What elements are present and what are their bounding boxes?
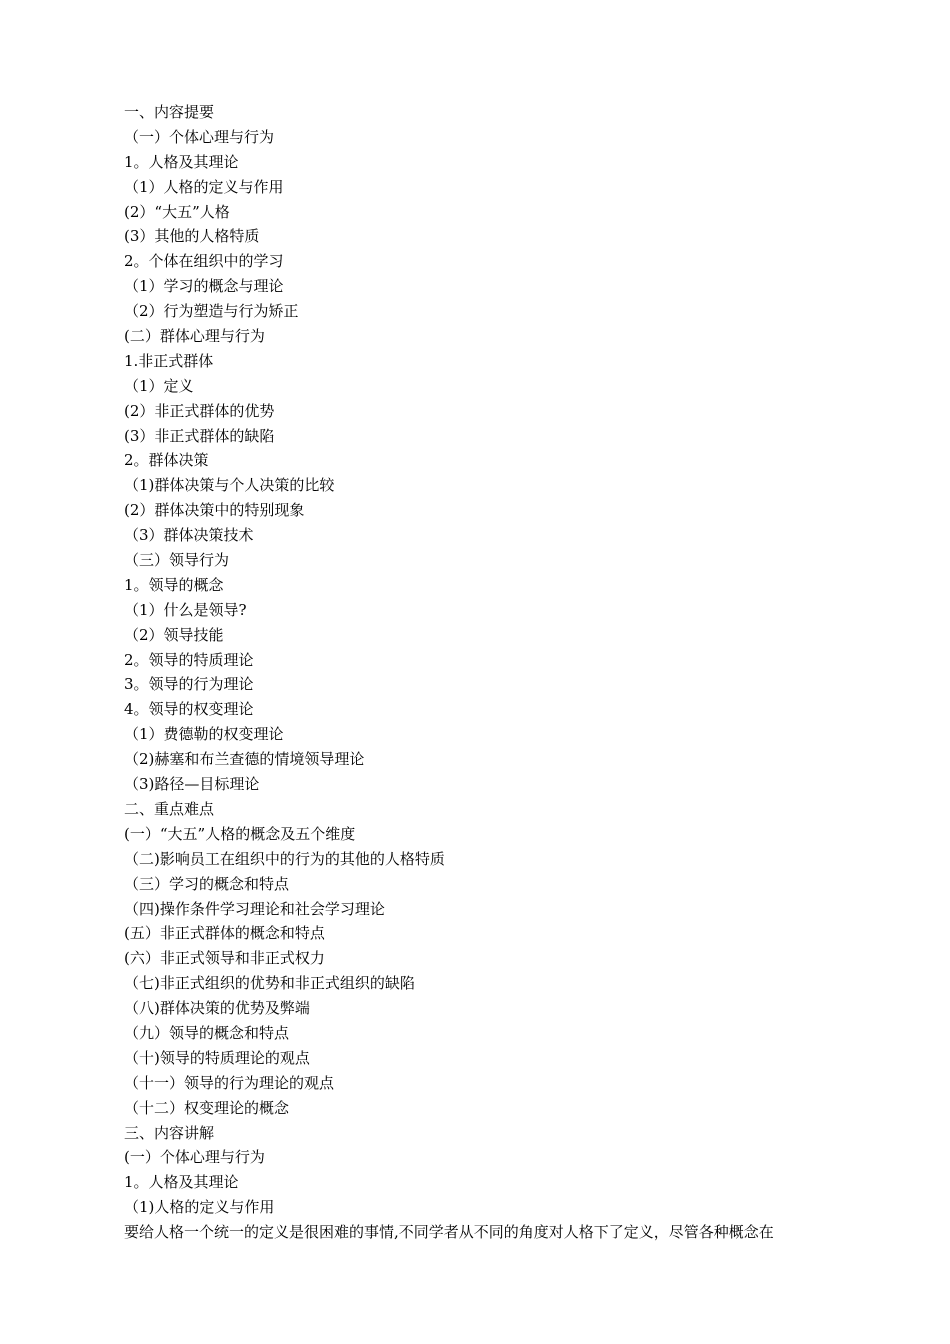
section-heading: 一、内容提要	[124, 103, 215, 121]
section-heading: 二、重点难点	[124, 799, 215, 818]
subsection-heading: （一）个体心理与行为	[124, 127, 275, 146]
list-item: （2）行为塑造与行为矫正	[124, 302, 299, 321]
list-item: （1）费德勒的权变理论	[124, 725, 284, 744]
list-item: （1)人格的定义与作用	[124, 1198, 275, 1217]
list-item: 2。群体决策	[124, 451, 209, 470]
list-item: （十二）权变理论的概念	[124, 1098, 290, 1117]
list-item: (2）非正式群体的优势	[124, 401, 275, 420]
list-item: （1）学习的概念与理论	[124, 277, 284, 296]
list-item: (3）其他的人格特质	[124, 227, 260, 246]
list-item: 1。人格及其理论	[124, 1173, 239, 1192]
list-item: （十)领导的特质理论的观点	[124, 1048, 310, 1067]
list-item: （2）领导技能	[124, 625, 224, 644]
section-heading: 三、内容讲解	[124, 1123, 215, 1142]
body-paragraph: 要给人格一个统一的定义是很困难的事情,不同学者从不同的角度对人格下了定义，尽管各种概念在	[124, 1223, 774, 1242]
list-item: 4。领导的权变理论	[124, 700, 254, 719]
list-item: （1）人格的定义与作用	[124, 177, 284, 196]
list-item: (3）非正式群体的缺陷	[124, 426, 275, 445]
list-item: 1.非正式群体	[124, 351, 214, 370]
list-item: （2)赫塞和布兰查德的情境领导理论	[124, 750, 365, 769]
list-item: （3)路径—目标理论	[124, 775, 260, 794]
list-item: (六）非正式领导和非正式权力	[124, 949, 325, 968]
list-item: （1）什么是领导?	[124, 600, 247, 619]
list-item: （九）领导的概念和特点	[124, 1023, 290, 1042]
list-item: 2。个体在组织中的学习	[124, 252, 284, 271]
list-item: （七)非正式组织的优势和非正式组织的缺陷	[124, 974, 415, 993]
list-item: (五）非正式群体的概念和特点	[124, 924, 325, 943]
subsection-heading: （三）领导行为	[124, 551, 230, 570]
list-item: （四)操作条件学习理论和社会学习理论	[124, 899, 385, 918]
list-item: （1)群体决策与个人决策的比较	[124, 476, 335, 495]
list-item: (2）群体决策中的特别现象	[124, 501, 305, 520]
document-page	[124, 100, 884, 1245]
subsection-heading: (一）个体心理与行为	[124, 1148, 265, 1167]
list-item: （八)群体决策的优势及弊端	[124, 999, 310, 1018]
list-item: （三）学习的概念和特点	[124, 874, 290, 893]
list-item: 2。领导的特质理论	[124, 650, 254, 669]
list-item: （3）群体决策技术	[124, 526, 254, 545]
list-item: （十一）领导的行为理论的观点	[124, 1073, 335, 1092]
list-item: （二)影响员工在组织中的行为的其他的人格特质	[124, 849, 445, 868]
list-item: (一）“大五”人格的概念及五个维度	[124, 824, 356, 843]
subsection-heading: (二）群体心理与行为	[124, 327, 265, 346]
list-item: (2）“大五”人格	[124, 202, 230, 221]
list-item: 3。领导的行为理论	[124, 675, 254, 694]
list-item: 1。领导的概念	[124, 575, 224, 594]
list-item: 1。人格及其理论	[124, 152, 239, 171]
list-item: （1）定义	[124, 376, 194, 395]
